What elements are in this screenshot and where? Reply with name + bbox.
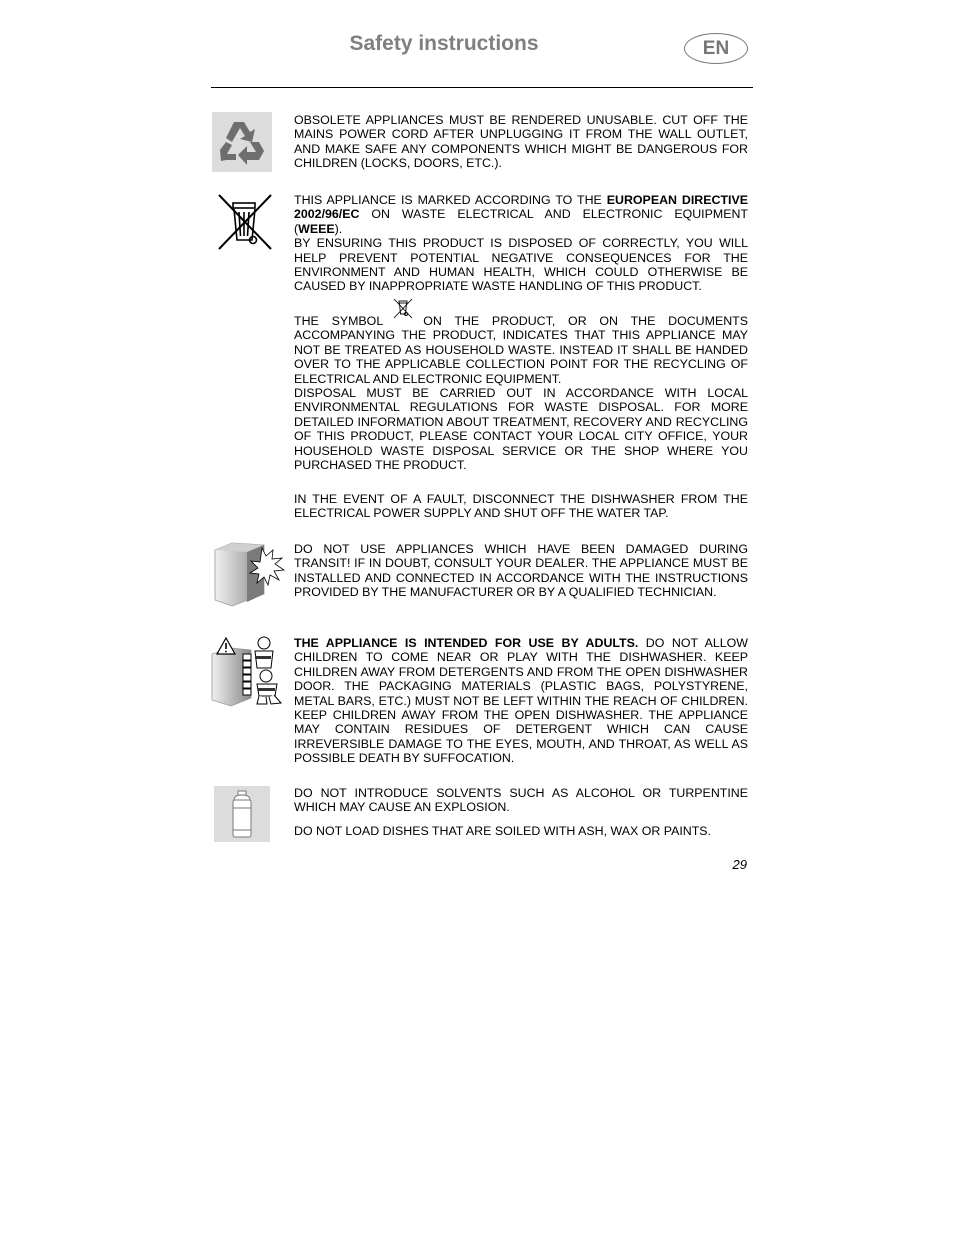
crossed-bin-symbol-icon (392, 297, 414, 319)
fault-text: IN THE EVENT OF A FAULT, DISCONNECT THE DISHWASHER FROM THE ELECTRICAL POWER SUPPLY AND SHUT OFF THE WATER TAP. (294, 492, 748, 521)
weee-consequences-text: BY ENSURING THIS PRODUCT IS DISPOSED OF CORRECTLY, YOU WILL HELP PREVENT POTENTIAL NEGATIVE CONSEQUENCES FOR THE ENVIRONMENT AND HUMAN HEALTH, WHICH COULD OTHERWISE BE CAUSED BY INAPPROPRIATE WASTE HANDLING OF THIS PRODUCT. (294, 236, 748, 294)
damaged-appliance-text: DO NOT USE APPLIANCES WHICH HAVE BEEN DAMAGED DURING TRANSIT! IF IN DOUBT, CONSULT YOUR DEALER. THE APPLIANCE MUST BE INSTALLED AND CONNECTED IN ACCORDANCE WITH THE INSTRUCTIONS PROVIDED BY THE MANUFACTURER OR BY A QUALIFIED TECHNICIAN. (294, 542, 748, 600)
page-title: Safety instructions (349, 32, 539, 55)
child-warning-icon (211, 634, 285, 708)
dishes-text: DO NOT LOAD DISHES THAT ARE SOILED WITH ASH, WAX OR PAINTS. (294, 824, 711, 838)
weee-directive-text: THIS APPLIANCE IS MARKED ACCORDING TO THE EUROPEAN DIRECTIVE 2002/96/EC ON WASTE ELECTRICAL AND ELECTRONIC EQUIPMENT (WEEE). BY ENSURING THIS PRODUCT IS DISPOSED OF CORRECTLY, YOU WILL HELP PREVENT POTENTIAL NEGATIVE CONSEQUENCES FOR THE ENVIRONMENT AND HUMAN HEALTH, WHICH COULD OTHERWISE BE CAUSED BY INAPPROPRIATE WASTE HANDLING OF THIS PRODUCT. (294, 193, 749, 294)
children-safety-text: THE APPLIANCE IS INTENDED FOR USE BY ADULTS. DO NOT ALLOW CHILDREN TO COME NEAR OR PLAY WITH THE DISHWASHER. KEEP CHILDREN AWAY FROM DETERGENTS AND FROM THE OPEN DISHWASHER DOOR. THE PACKAGING MATERIALS (PLASTIC BAGS, POLYSTYRENE, METAL BARS, ETC.) MUST NOT BE LEFT WITHIN THE REACH OF CHILDREN. KEEP CHILDREN AWAY FROM THE OPEN DISHWASHER. THE APPLIANCE MAY CONTAIN RESIDUES OF DETERGENT WHICH CAN CAUSE IRREVERSIBLE DAMAGE TO THE EYES, MOUTH, AND THROAT, AS WELL AS POSSIBLE DEATH BY SUFFOCATION. (294, 636, 748, 766)
directive-name: EUROPEAN DIRECTIVE 2002/96/EC (294, 193, 749, 222)
damaged-appliance-icon (212, 540, 286, 608)
solvents-text: DO NOT INTRODUCE SOLVENTS SUCH AS ALCOHOL OR TURPENTINE WHICH MAY CAUSE AN EXPLOSION. (294, 786, 748, 815)
solvent-bottle-icon (214, 786, 270, 842)
weee-symbol-text: THE SYMBOL ON THE PRODUCT, OR ON THE DOCUMENTS ACCOMPANYING THE PRODUCT, INDICATES THAT THIS APPLIANCE MAY NOT BE TREATED AS HOUSEHOLD WASTE. INSTEAD IT SHALL BE HANDED OVER TO THE APPLICABLE COLLECTION POINT FOR THE RECYCLING OF ELECTRICAL AND ELECTRONIC EQUIPMENT. DISPOSAL MUST BE CARRIED OUT IN ACCORDANCE WITH LOCAL ENVIRONMENTAL REGULATIONS FOR WASTE DISPOSAL. FOR MORE DETAILED INFORMATION ABOUT TREATMENT, RECOVERY AND RECYCLING OF THIS PRODUCT, PLEASE CONTACT YOUR LOCAL CITY OFFICE, YOUR HOUSEHOLD WASTE DISPOSAL SERVICE OR THE SHOP WHERE YOU PURCHASED THE PRODUCT. (294, 314, 748, 472)
page-number: 29 (732, 857, 747, 872)
recycle-icon (212, 112, 272, 172)
weee-abbr: WEEE (298, 221, 335, 236)
header-divider (211, 87, 753, 88)
obsolete-appliances-text: OBSOLETE APPLIANCES MUST BE RENDERED UNUSABLE. CUT OFF THE MAINS POWER CORD AFTER UNPLUGGING IT FROM THE WALL OUTLET, AND MAKE SAFE ANY COMPONENTS WHICH MIGHT BE DANGEROUS FOR CHILDREN (LOCKS, DOORS, ETC.). (294, 113, 748, 171)
adults-only-lead: THE APPLIANCE IS INTENDED FOR USE BY ADULTS. (294, 636, 639, 650)
language-badge: EN (684, 33, 748, 64)
disposal-text: DISPOSAL MUST BE CARRIED OUT IN ACCORDANCE WITH LOCAL ENVIRONMENTAL REGULATIONS FOR WASTE DISPOSAL. FOR MORE DETAILED INFORMATION ABOUT TREATMENT, RECOVERY AND RECYCLING OF THIS PRODUCT, PLEASE CONTACT YOUR LOCAL CITY OFFICE, YOUR HOUSEHOLD WASTE DISPOSAL SERVICE OR THE SHOP WHERE YOU PURCHASED THE PRODUCT. (294, 386, 748, 473)
crossed-bin-icon (216, 192, 274, 252)
